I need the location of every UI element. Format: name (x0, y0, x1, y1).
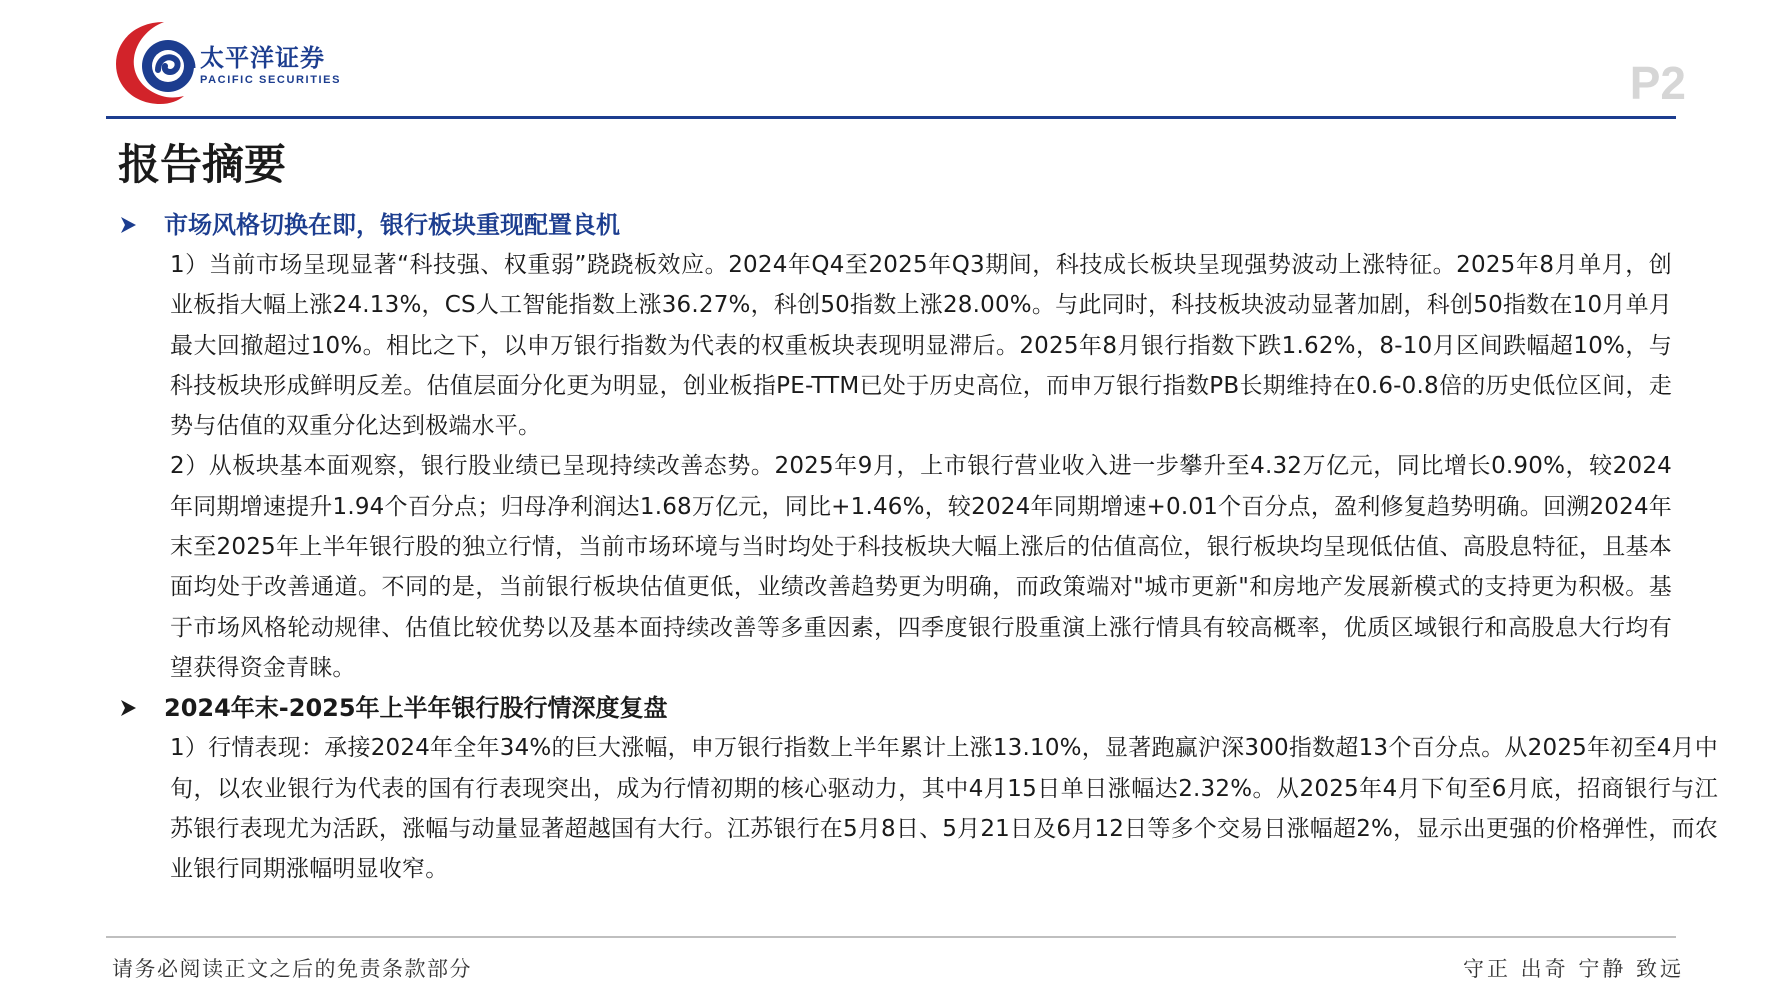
header-divider (106, 116, 1676, 119)
page-title: 报告摘要 (118, 140, 287, 189)
footer-divider (106, 936, 1676, 938)
paragraph: 1）当前市场呈现显著“科技强、权重弱”跷跷板效应。2024年Q4至2025年Q3期间，科技成长板块呈现强势波动上涨特征。2025年8月单月，创业板指大幅上涨24.13%，CS人工智能指数上涨36.27%，科创50指数上涨28.00%。与此同时，科技板块波动显著加剧，科创50指数在10月单月最大回撤超过10%。相比之下，以申万银行指数为代表的权重板块表现明显滞后。2025年8月银行指数下跌1.62%，8-10月区间跌幅超10%，与科技板块形成鲜明反差。估值层面分化更为明显，创业板指PE-TTM已处于历史高位，而申万银行指数PB长期维持在0.6-0.8倍的历史低位区间，走势与估值的双重分化达到极端水平。 (170, 252, 1672, 440)
section-heading-row (118, 205, 1708, 245)
paragraph: 2）从板块基本面观察，银行股业绩已呈现持续改善态势。2025年9月，上市银行营业收入进一步攀升至4.32万亿元，同比增长0.90%，较2024年同期增速提升1.94个百分点；归母净利润达1.68万亿元，同比+1.46%，较2024年同期增速+0.01个百分点，盈利修复趋势明确。回溯2024年末至2025年上半年银行股的独立行情，当前市场环境与当时均处于科技板块大幅上涨后的估值高位，银行板块均呈现低估值、高股息特征，且基本面均处于改善通道。不同的是，当前银行板块估值更低，业绩改善趋势更为明确，而政策端对"城市更新"和房地产发展新模式的支持更为积极。基于市场风格轮动规律、估值比较优势以及基本面持续改善等多重因素，四季度银行股重演上涨行情具有较高概率，优质区域银行和高股息大行均有望获得资金青睐。 (170, 453, 1672, 681)
paragraph: 1）行情表现：承接2024年全年34%的巨大涨幅，申万银行指数上半年累计上涨13.10%，显著跑赢沪深300指数超13个百分点。从2025年初至4月中旬，以农业银行为代表的国有行表现突出，成为行情初期的核心驱动力，其中4月15日单日涨幅达2.32%。从2025年4月下旬至6月底，招商银行与江苏银行表现尤为活跃，涨幅与动量显著超越国有大行。江苏银行在5月8日、5月21日及6月12日等多个交易日涨幅超2%，显示出更强的价格弹性，而农业银行同期涨幅明显收窄。 (170, 735, 1718, 883)
section-heading: 市场风格切换在即，银行板块重现配置良机 (164, 211, 620, 239)
section-heading: 2024年末-2025年上半年银行股行情深度复盘 (164, 694, 668, 723)
footer-slogan: 守正 出奇 宁静 致远 (1462, 957, 1684, 981)
section-heading-row (118, 688, 1708, 728)
arrow-bullet-icon (118, 698, 164, 718)
brand-name-en: PACIFIC SECURITIES (200, 74, 342, 86)
brand (200, 44, 341, 87)
page-number: P2 (1629, 57, 1686, 109)
report-content (118, 205, 1718, 889)
section-bank-review (118, 688, 1718, 889)
arrow-bullet-icon (118, 215, 164, 235)
footer-disclaimer: 请务必阅读正文之后的免责条款部分 (112, 957, 472, 981)
section-market-style (118, 205, 1708, 688)
brand-name-cn: 太平洋证券 (200, 44, 325, 72)
pacific-securities-logo-icon (112, 18, 202, 106)
